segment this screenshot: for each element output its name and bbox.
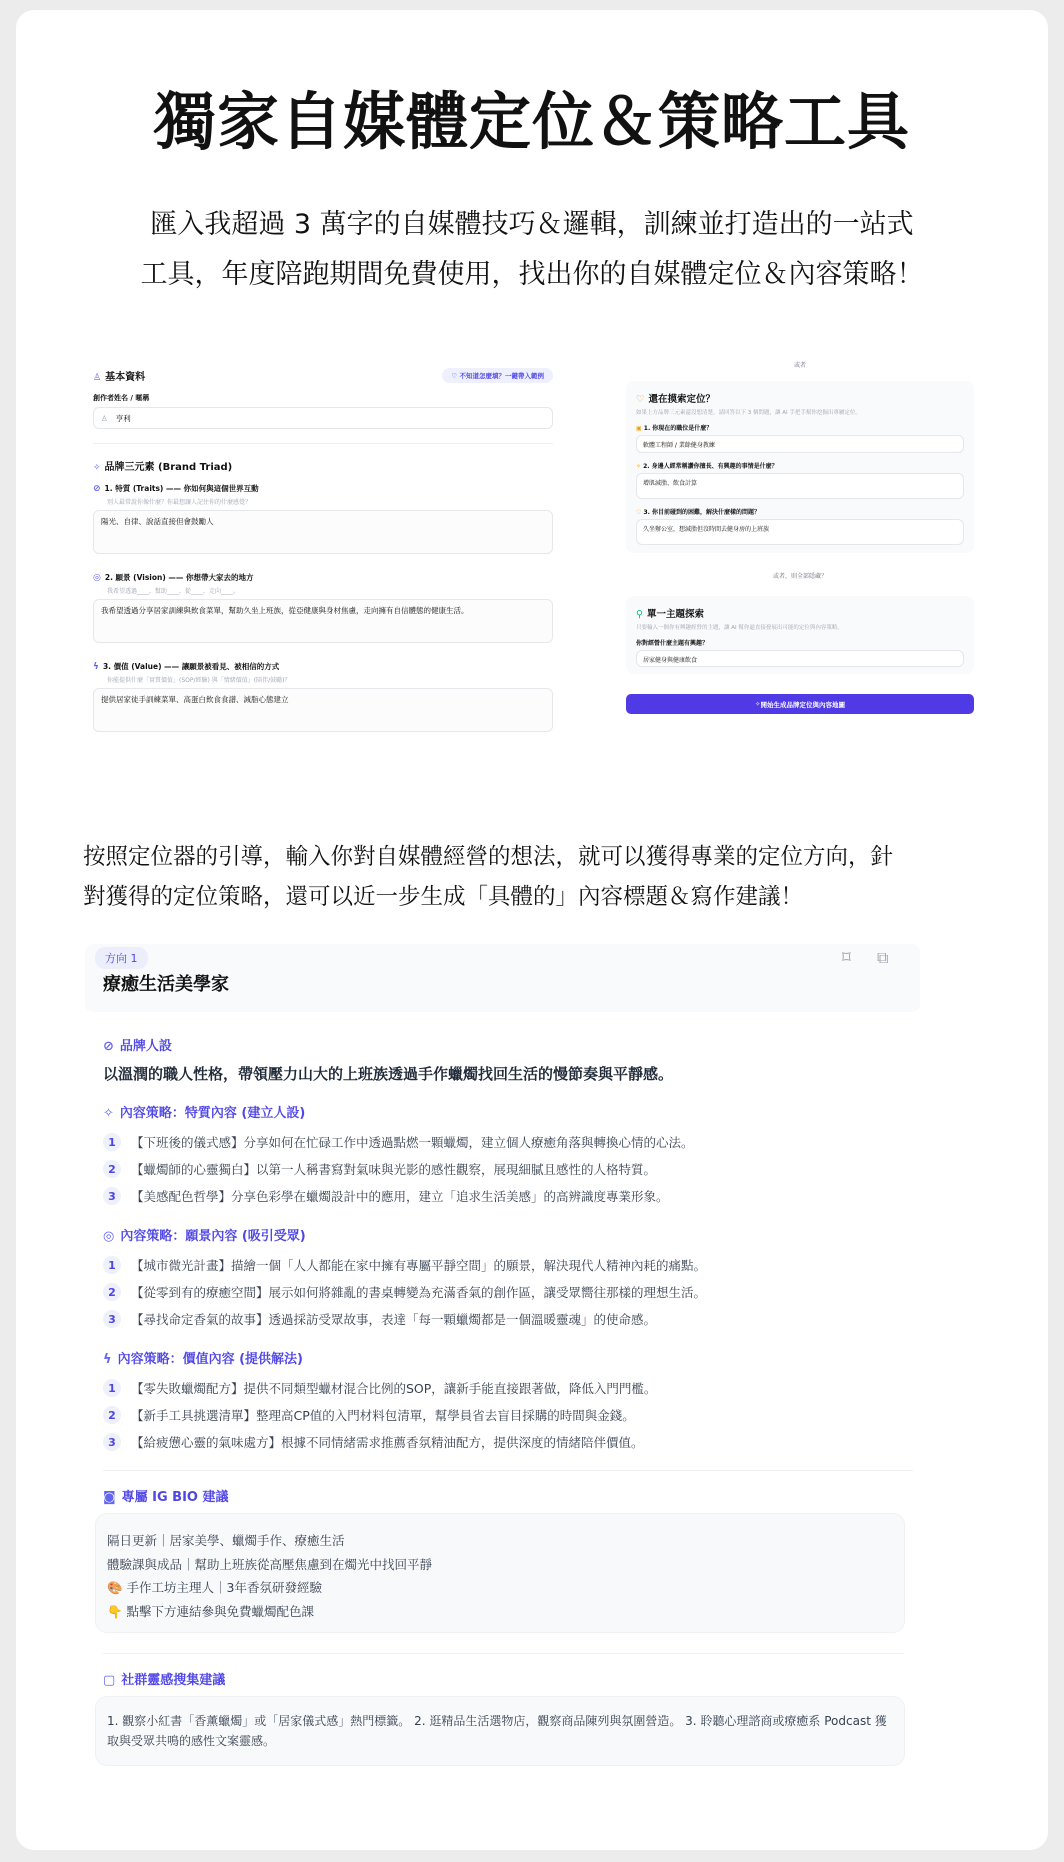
- ig-bio-box: [95, 1513, 905, 1633]
- lightbulb-icon: ♡: [451, 371, 460, 380]
- intro-line: 匯入我超過 3 萬字的自媒體技巧＆邏輯，訓練並打造出的一站式: [150, 209, 914, 240]
- single-topic-card: [626, 596, 974, 674]
- instagram-icon: ◙: [103, 1490, 116, 1505]
- question-input[interactable]: 軟體工程師 / 業餘健身教練: [636, 435, 964, 453]
- direction-badge: 方向 1: [95, 947, 148, 969]
- single-title: 單一主題探索: [646, 609, 704, 620]
- target-icon: ◎: [93, 573, 101, 583]
- list-item: [103, 1379, 938, 1397]
- explore-title: 還在摸索定位？: [648, 394, 716, 405]
- inspiration-box: 1. 觀察小紅書「香薰蠟燭」或「居家儀式感」熱門標籤。 2. 逛精品生活選物店，觀察商品陳列與氛圍營造。 3. 聆聽心理諮商或療癒系 Podcast 獲取與受眾共鳴的感性文案靈感。: [95, 1696, 905, 1766]
- item-text: 【從零到有的療癒空間】展示如何將雜亂的書桌轉變為充滿香氣的創作區，讓受眾嚮往那樣的理想生活。: [131, 1285, 707, 1300]
- fill-example-label: 不知道怎麼填？一鍵帶入範例: [459, 371, 544, 380]
- field-hint: 別人最常說你像什麼？你最想讓人記住你的什麼感覺？: [107, 499, 252, 506]
- page-title: 獨家自媒體定位＆策略工具: [153, 85, 910, 158]
- divider: [103, 1653, 903, 1654]
- list-item: [103, 1433, 938, 1451]
- field-label: 2. 願景 (Vision) —— 你想帶大家去的地方: [104, 573, 254, 582]
- single-input[interactable]: 居家健身與健康飲食: [636, 650, 964, 667]
- item-number: 1: [103, 1379, 121, 1397]
- name-label: 創作者姓名 / 暱稱: [93, 394, 150, 402]
- single-desc: 只要輸入一個你有興趣經營的主題，讓 AI 幫你逼直接發展出可能的定位與內容策略。: [636, 625, 843, 631]
- trait-field: [93, 483, 553, 554]
- compass-icon: ⊘: [103, 1039, 114, 1054]
- sparkles-icon: ✧: [93, 463, 101, 473]
- item-number: 1: [103, 1256, 121, 1274]
- item-number: 3: [103, 1187, 121, 1205]
- item-text: 【給疲憊心靈的氣味處方】根據不同情緒需求推薦香氛精油配方，提供深度的情緒陪伴價值。: [131, 1435, 644, 1450]
- explore-desc: 如果上方品牌三元素還沒想清楚，請回答以下 3 個問題，讓 AI 手把手幫你挖掘出專屬定位。: [636, 410, 861, 416]
- vision-textarea[interactable]: 我希望透過分享居家訓練與飲食菜單，幫助久坐上班族，從亞健康與身材焦慮，走向擁有自信體態的健康生活。: [93, 599, 553, 643]
- vision-field: [93, 572, 553, 643]
- item-text: 【蠟燭師的心靈獨白】以第一人稱書寫對氣味與光影的感性觀察，展現細膩且感性的人格特質。: [131, 1162, 657, 1177]
- question-input[interactable]: 增肌減脂、飲食計算: [636, 473, 964, 499]
- direction-title: 療癒生活美學家: [103, 974, 229, 995]
- explore-form-preview: [626, 360, 974, 714]
- list-item: [103, 1406, 938, 1424]
- item-text: 【美感配色哲學】分享色彩學在蠟燭設計中的應用，建立「追求生活美感」的高辨識度專業形象。: [131, 1189, 669, 1204]
- question-label: 2. 身邊人經常稱讚你擅長、有興趣的事情是什麼？: [643, 463, 778, 470]
- section-title: 內容策略：願景內容 (吸引受眾): [120, 1229, 306, 1244]
- bio-line: 🎨 手作工坊主理人｜3年香氛研發經驗: [107, 1580, 322, 1595]
- sparkles-icon: ✧: [755, 700, 761, 708]
- field-hint: 我希望透過____，幫助____，從____，走向____。: [107, 588, 240, 595]
- persona-label: 品牌人設: [119, 1039, 172, 1054]
- value-section: [103, 1348, 938, 1451]
- briefcase-icon: ▣: [636, 425, 644, 432]
- item-number: 3: [103, 1433, 121, 1451]
- field-hint: 你能提供什麼「實質價值」(SOP/經驗) 與「情緒價值」(陪伴/鼓勵)？: [107, 677, 291, 684]
- vision-section: [103, 1225, 938, 1328]
- item-text: 【尋找命定香氣的故事】透過採訪受眾故事，表達「每一顆蠟燭都是一個溫暖靈魂」的使命感。: [131, 1312, 657, 1327]
- lightbulb-icon: ♡: [636, 394, 645, 405]
- heart-icon: ♡: [636, 509, 644, 516]
- traits-section: [103, 1102, 938, 1205]
- generate-button[interactable]: [626, 694, 974, 714]
- user-icon: ♙: [93, 372, 102, 383]
- list-item: [103, 1133, 938, 1151]
- message-square-icon: ▢: [103, 1673, 116, 1688]
- list-item: [103, 1283, 938, 1301]
- copy-icon[interactable]: ⧉: [877, 948, 889, 967]
- list-item: [103, 1187, 938, 1205]
- item-number: 2: [103, 1160, 121, 1178]
- intro2-line: 對獲得的定位策略，還可以近一步生成「具體的」內容標題＆寫作建議！: [83, 884, 804, 910]
- item-text: 【下班後的儀式感】分享如何在忙碌工作中透過點燃一顆蠟燭，建立個人療癒角落與轉換心情的心法。: [131, 1135, 694, 1150]
- bio-line: 隔日更新｜居家美學、蠟燭手作、療癒生活: [107, 1533, 345, 1548]
- brand-form-preview: [93, 366, 553, 732]
- section-title: 內容策略：特質內容 (建立人設): [119, 1106, 306, 1121]
- divider: [103, 1470, 913, 1471]
- intro2-line: 按照定位器的引導，輸入你對自媒體經營的想法，就可以獲得專業的定位方向，針: [83, 844, 894, 870]
- item-number: 1: [103, 1133, 121, 1151]
- sparkles-icon: ✧: [103, 1106, 114, 1121]
- name-value: 亨利: [115, 414, 131, 423]
- single-label: 你對經營什麼主題有興趣？: [636, 640, 709, 647]
- zap-icon: ϟ: [103, 1352, 112, 1367]
- intro-text: [60, 200, 1004, 300]
- divider: [93, 443, 553, 444]
- item-text: 【城市微光計畫】描繪一個「人人都能在家中擁有專屬平靜空間」的願景，解決現代人精神內耗的痛點。: [131, 1258, 707, 1273]
- field-label: 1. 特質 (Traits) —— 你如何與這個世界互動: [104, 484, 259, 493]
- sparkles-icon: ✧: [636, 463, 644, 470]
- or-text: 或者: [793, 362, 806, 369]
- intro-line: 工具，年度陪跑期間免費使用，找出你的自媒體定位＆內容策略！: [140, 259, 924, 290]
- item-number: 2: [103, 1283, 121, 1301]
- bookmark-icon[interactable]: ⌑: [842, 948, 851, 968]
- or-hide-text: 或者，則全部隱藏？: [772, 573, 827, 580]
- generate-label: 開始生成品牌定位與內容地圖: [760, 700, 845, 709]
- trait-textarea[interactable]: 陽光、自律、說話直接但會鼓勵人: [93, 510, 553, 554]
- field-label: 3. 價值 (Value) —— 讓願景被看見、被相信的方式: [102, 662, 280, 671]
- item-number: 2: [103, 1406, 121, 1424]
- bio-line: 體驗課與成品｜幫助上班族從高壓焦慮到在燭光中找回平靜: [107, 1556, 433, 1572]
- result-header: [85, 944, 920, 1012]
- question-label: 3. 你目前碰到的困難，解決什麼樣的問題？: [643, 509, 761, 516]
- item-text: 【零失敗蠟燭配方】提供不同類型蠟材混合比例的SOP，讓新手能直接跟著做，降低入門門檻。: [131, 1381, 657, 1396]
- list-item: [103, 1256, 938, 1274]
- ig-bio-section: [103, 1486, 229, 1505]
- explore-card: [626, 381, 974, 553]
- value-textarea[interactable]: 提供居家徒手訓練菜單、高蛋白飲食食譜、減脂心態建立: [93, 688, 553, 732]
- value-field: [93, 661, 553, 732]
- bio-line: 👇 點擊下方連結參與免費蠟燭配色課: [107, 1603, 315, 1619]
- item-number: 3: [103, 1310, 121, 1328]
- question-input[interactable]: 久坐辦公室，想減脂但沒時間去健身房的上班族: [636, 519, 964, 545]
- item-text: 【新手工具挑選清單】整理高CP值的入門材料包清單，幫學員省去盲目採購的時間與金錢。: [131, 1408, 635, 1423]
- bio-title: 專屬 IG BIO 建議: [121, 1490, 229, 1505]
- section-title: 內容策略：價值內容 (提供解法): [117, 1352, 303, 1367]
- triad-title: 品牌三元素 (Brand Triad): [104, 462, 233, 473]
- fill-example-button[interactable]: [442, 368, 553, 383]
- intro2-text: [83, 837, 983, 917]
- basic-info-title: 基本資料: [105, 371, 146, 383]
- inspiration-title: 社群靈感搜集建議: [121, 1673, 226, 1688]
- inspiration-section: [103, 1669, 225, 1688]
- name-input[interactable]: [93, 407, 553, 429]
- list-item: [103, 1310, 938, 1328]
- target-icon: ◎: [103, 1229, 115, 1244]
- list-item: [103, 1160, 938, 1178]
- search-icon: ⚲: [636, 609, 643, 620]
- user-icon: ♙: [101, 414, 108, 423]
- zap-icon: ϟ: [93, 662, 99, 672]
- persona-section: [103, 1035, 938, 1084]
- compass-icon: ⊘: [93, 484, 101, 494]
- question-label: 1. 你現在的職位是什麼？: [643, 425, 713, 432]
- persona-text: 以溫潤的職人性格，帶領壓力山大的上班族透過手作蠟燭找回生活的慢節奏與平靜感。: [103, 1065, 674, 1083]
